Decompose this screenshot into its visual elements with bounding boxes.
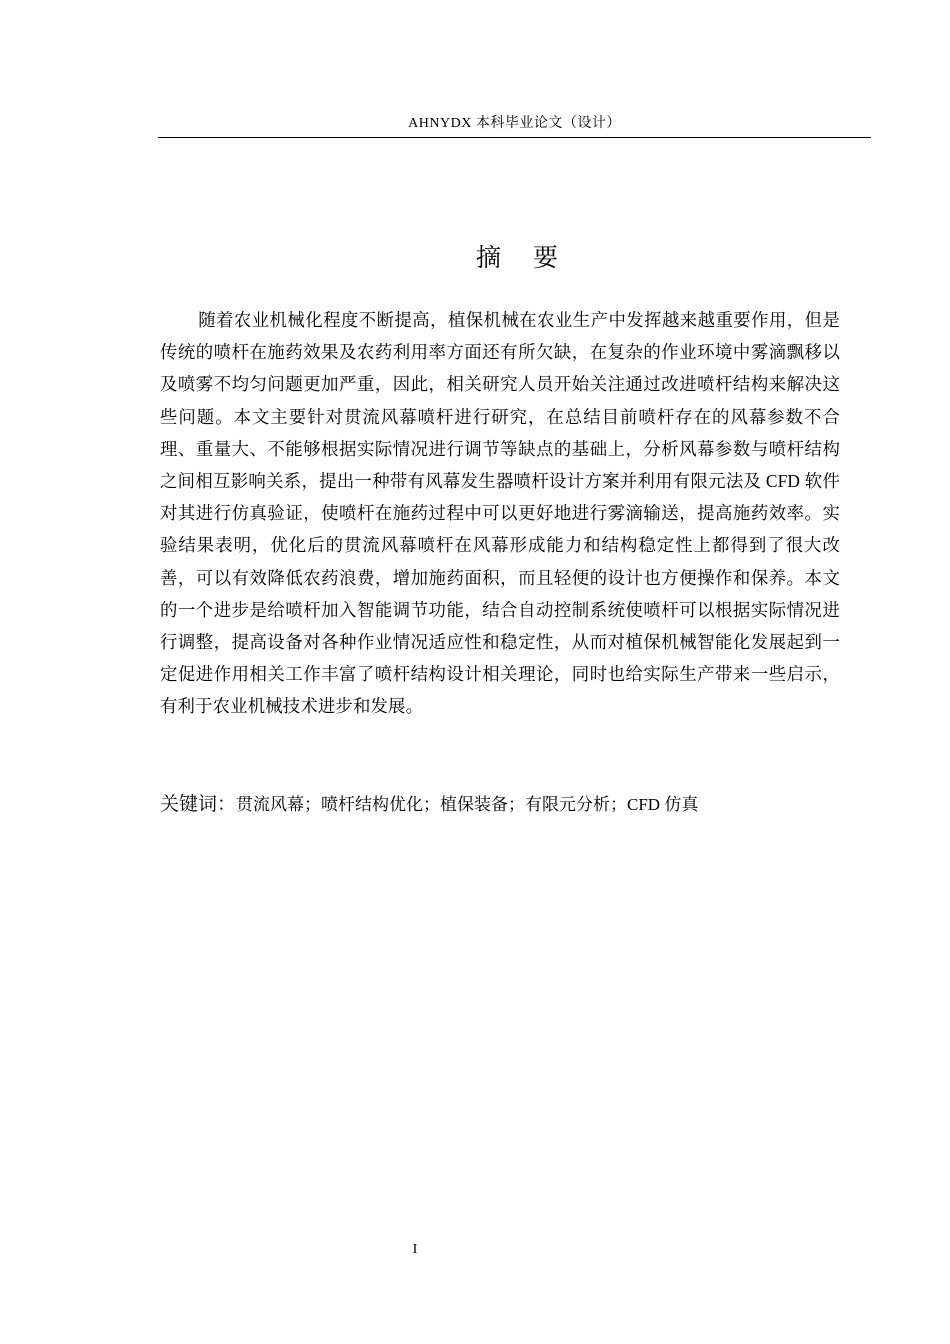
abstract-title: 摘 要: [476, 243, 570, 272]
keywords-label: 关键词：: [160, 793, 237, 815]
abstract-body: 随着农业机械化程度不断提高，植保机械在农业生产中发挥越来越重要作用，但是传统的喷杆在施药效果及农药利用率方面还有所欠缺，在复杂的作业环境中雾滴飘移以及喷雾不均匀问题更加严重，因此，相关研究人员开始关注通过改进喷杆结构来解决这些问题。本文主要针对贯流风幕喷杆进行研究，在总结目前喷杆存在的风幕参数不合理、重量大、不能够根据实际情况进行调节等缺点的基础上，分析风幕参数与喷杆结构之间相互影响关系，提出一种带有风幕发生器喷杆设计方案并利用有限元法及 CFD 软件对其进行仿真验证，使喷杆在施药过程中可以更好地进行雾滴输送，提高施药效率。实验结果表明，优化后的贯流风幕喷杆在风幕形成能力和结构稳定性上都得到了很大改善，可以有效降低农药浪费，增加施药面积，而且轻便的设计也方便操作和保养。本文的一个进步是给喷杆加入智能调节功能，结合自动控制系统使喷杆可以根据实际情况进行调整，提高设备对各种作业情况适应性和稳定性，从而对植保机械智能化发展起到一定促进作用相关工作丰富了喷杆结构设计相关理论，同时也给实际生产带来一些启示，有利于农业机械技术进步和发展。: [160, 310, 840, 717]
keywords-text: 贯流风幕；喷杆结构优化；植保装备；有限元分析；CFD 仿真: [236, 795, 699, 814]
keywords-line: [160, 788, 860, 821]
page-number: I: [412, 1242, 418, 1257]
running-header: AHNYDX 本科毕业论文（设计）: [408, 116, 621, 131]
header-rule: [158, 137, 871, 138]
